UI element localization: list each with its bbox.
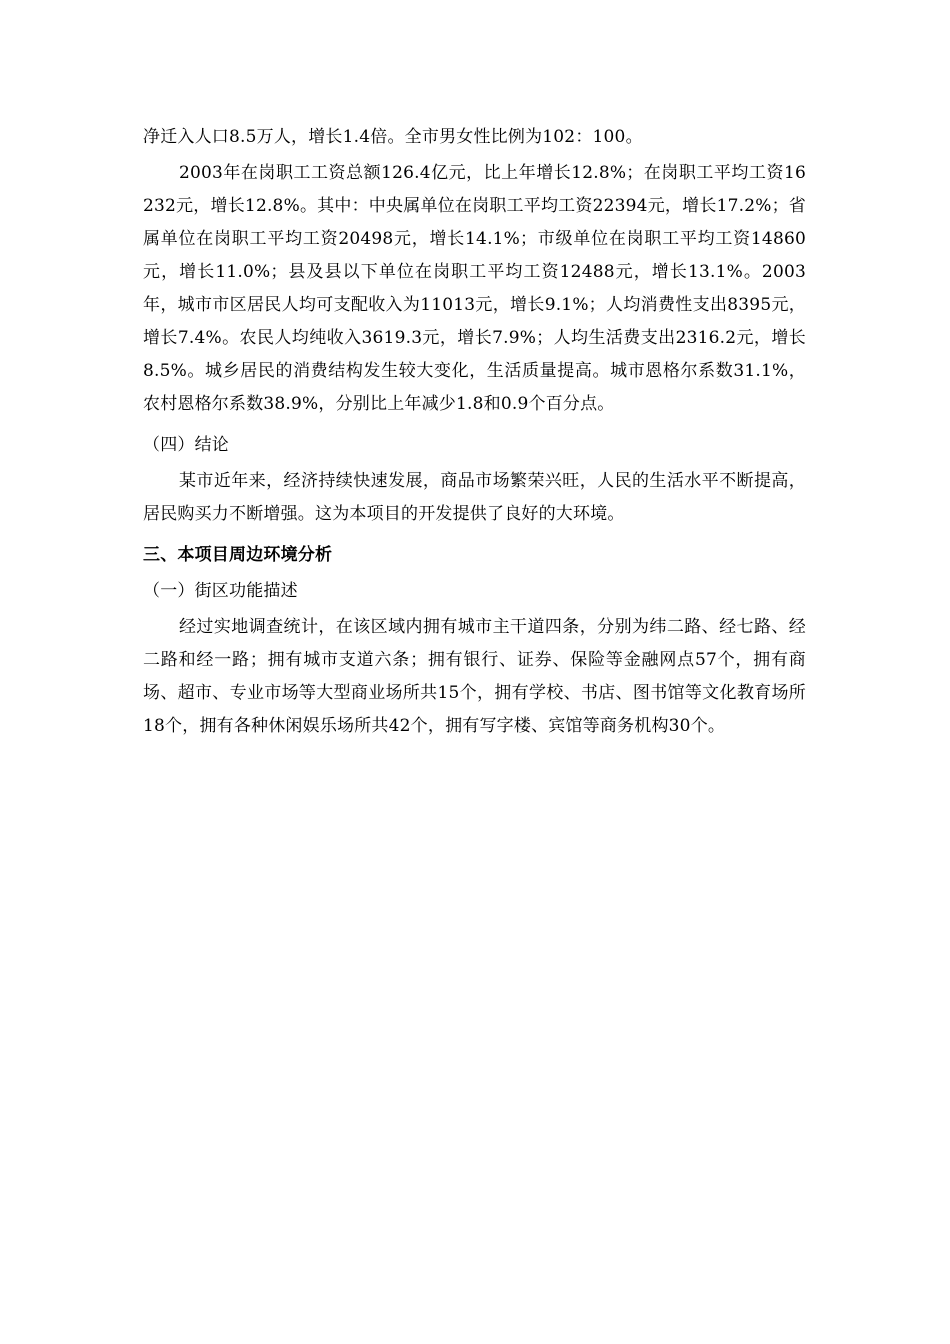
paragraph-wages-and-income: 2003年在岗职工工资总额126.4亿元，比上年增长12.8%；在岗职工平均工资16232元，增长12.8%。其中：中央属单位在岗职工平均工资22394元，增长17.2%；省属单位在岗职工平均工资20498元，增长14.1%；市级单位在岗职工平均工资14860元，增长11.0%；县及县以下单位在岗职工平均工资12488元，增长13.1%。2003年，城市市区居民人均可支配收入为11013元，增长9.1%；人均消费性支出8395元，增长7.4%。农民人均纯收入3619.3元，增长7.9%；人均生活费支出2316.2元，增长8.5%。城乡居民的消费结构发生较大变化，生活质量提高。城市恩格尔系数31.1%，农村恩格尔系数38.9%，分别比上年减少1.8和0.9个百分点。 — [143, 163, 806, 414]
document-body — [143, 121, 806, 743]
subheading-block-function: （一）街区功能描述 — [143, 581, 298, 601]
subheading-conclusion: （四）结论 — [143, 435, 229, 455]
paragraph-conclusion: 某市近年来，经济持续快速发展，商品市场繁荣兴旺，人民的生活水平不断提高，居民购买力不断增强。这为本项目的开发提供了良好的大环境。 — [143, 471, 806, 524]
paragraph-migration-stats: 净迁入人口8.5万人，增长1.4倍。全市男女性比例为102：100。 — [143, 127, 643, 147]
paragraph-block-function: 经过实地调查统计，在该区域内拥有城市主干道四条，分别为纬二路、经七路、经二路和经一路；拥有城市支道六条；拥有银行、证券、保险等金融网点57个，拥有商场、超市、专业市场等大型商业场所共15个，拥有学校、书店、图书馆等文化教育场所18个，拥有各种休闲娱乐场所共42个，拥有写字楼、宾馆等商务机构30个。 — [143, 617, 806, 736]
heading-section-three: 三、本项目周边环境分析 — [143, 545, 333, 565]
